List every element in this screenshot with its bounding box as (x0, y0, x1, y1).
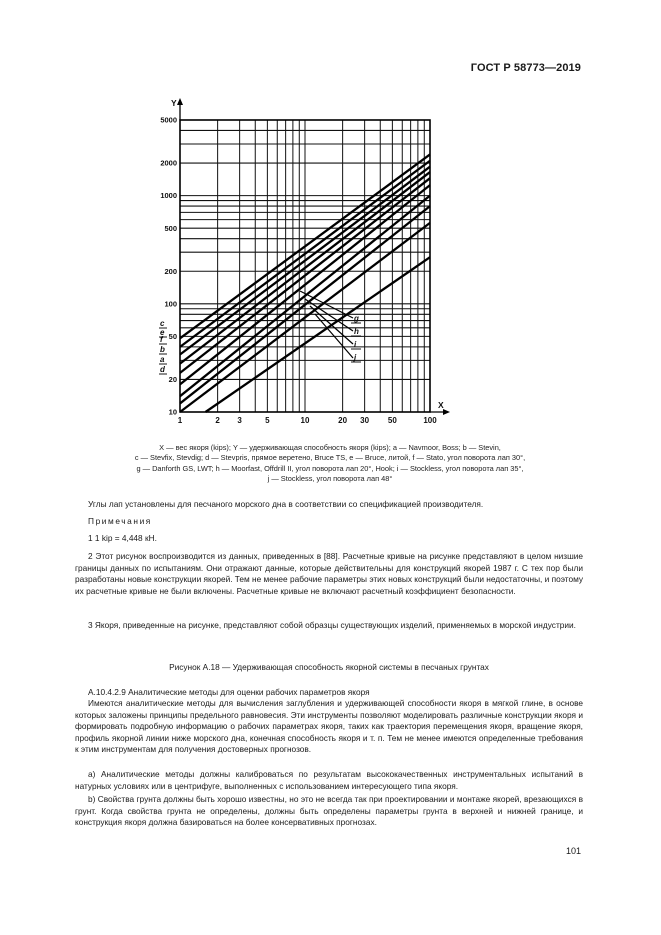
caption-line-2: c — Stevfix, Stevdig; d — Stevpris, прямое веретено, Bruce TS, e — Bruce, литой, f — Stato, угол поворота лап 30°, (134, 453, 526, 463)
curve-label-d: d (160, 365, 165, 374)
curve-label-j: j (354, 353, 357, 362)
y-tick-label: 200 (164, 266, 177, 276)
figure-title: Рисунок А.18 — Удерживающая способность якорной системы в песчаных грунтах (169, 662, 489, 672)
paragraph-item-b: b) Свойства грунта должны быть хорошо известны, но это не всегда так при проектировании и монтаже якорей, врезающихся в грунт. Когда свойства грунта не определены, должны быть определены параметры грунта в верхней и нижней границе, и конструкция якоря должна базироваться на более консервативных прогнозах. (75, 794, 583, 828)
y-axis-arrow (177, 98, 183, 105)
curve-label-a: a (160, 355, 165, 364)
x-axis-arrow (443, 409, 450, 415)
x-tick-label: 20 (338, 416, 348, 425)
y-axis-letter: Y (171, 98, 177, 108)
curve-label-f: f (160, 335, 163, 344)
paragraph-fluke-angles: Углы лап установлены для песчаного морского дна в соответствии со спецификацией производителя. (88, 499, 484, 509)
y-tick-label: 50 (168, 331, 177, 341)
caption-line-4: j — Stockless, угол поворота лап 48° (267, 474, 393, 484)
y-tick-label: 20 (168, 375, 177, 385)
loglog-chart (150, 96, 460, 426)
paragraph-analytic-methods: Имеются аналитические методы для вычисления заглубления и удерживающей способности якоря в мягкой глине, в основе которых заложены принципы предельного равновесия. Эти инструменты позволяют моделировать различные конструкции якоря и формировать подробную информацию о рабочих параметрах якоря, таких как траектория перемещения якоря, вращение якоря, профиль якорной линии ниже морского дна, конечная способность якоря и т. п. Тем не менее имеются определенные требования к этим инструментам для получения достоверных прогнозов. (75, 698, 583, 755)
notes-heading: Примечания (88, 516, 152, 526)
y-tick-label: 2000 (160, 158, 177, 168)
page-number: 101 (565, 846, 581, 856)
x-tick-label: 100 (423, 416, 437, 425)
x-tick-label: 10 (300, 416, 310, 425)
label-leader-line (310, 306, 353, 344)
standard-number: ГОСТ Р 58773—2019 (470, 62, 581, 74)
x-tick-label: 50 (387, 416, 397, 425)
y-tick-label: 500 (164, 223, 177, 233)
y-tick-label: 100 (164, 299, 177, 309)
caption-line-3: g — Danforth GS, LWT; h — Moorfast, Offdrill II, угол поворота лап 20°, Hook; i — Stockless, угол поворота лап 35°, (136, 463, 524, 473)
x-tick-label: 1 (177, 416, 183, 425)
note-2: 2 Этот рисунок воспроизводится из данных, приведенных в [88]. Расчетные кривые на рисунке представляют в целом низшие границы данных по испытаниям. Они отражают данные, которые действительны для конструкций якорей 1987 г. С тех пор были разработаны новые конструкции якорей. Тем не менее рабочие параметры этих новых конструкций были недостаточны, и поэтому их расчетные кривые не были включены. Расчетные кривые не включают расчетный коэффициент безопасности. (75, 551, 584, 596)
curve-label-b: b (160, 345, 165, 354)
figure-anchor-holding-capacity (150, 96, 460, 426)
curve-label-g: g (354, 314, 359, 323)
curve-label-e: e (160, 328, 165, 337)
curve-label-i: i (354, 340, 357, 349)
note-3: 3 Якоря, приведенные на рисунке, представляют собой образцы существующих изделий, применяемых в морской индустрии. (88, 620, 576, 630)
figure-legend-caption (80, 443, 580, 485)
section-heading: А.10.4.2.9 Аналитические методы для оценки рабочих параметров якоря (88, 687, 370, 697)
paragraph-item-a: а) Аналитические методы должны калиброваться по результатам высококачественных инструментальных испытаний в натурных условиях или в центрифуге, выполненных с использованием интересующего типа якоря. (75, 769, 583, 791)
curve-label-c: c (160, 319, 165, 328)
x-tick-label: 3 (237, 416, 242, 425)
curve-label-h: h (354, 327, 359, 336)
x-tick-label: 5 (265, 416, 270, 425)
x-tick-label: 2 (215, 416, 220, 425)
y-tick-label: 10 (168, 407, 177, 417)
caption-line-1: X — вес якоря (kips); Y — удерживающая способность якоря (kips); a — Navmoor, Boss; b — Stevin, (159, 443, 501, 452)
x-tick-label: 30 (360, 416, 370, 425)
x-axis-letter: X (438, 400, 444, 410)
note-1: 1 1 kip = 4,448 кН. (88, 533, 157, 543)
y-tick-label: 5000 (160, 115, 177, 125)
y-tick-label: 1000 (160, 191, 177, 201)
